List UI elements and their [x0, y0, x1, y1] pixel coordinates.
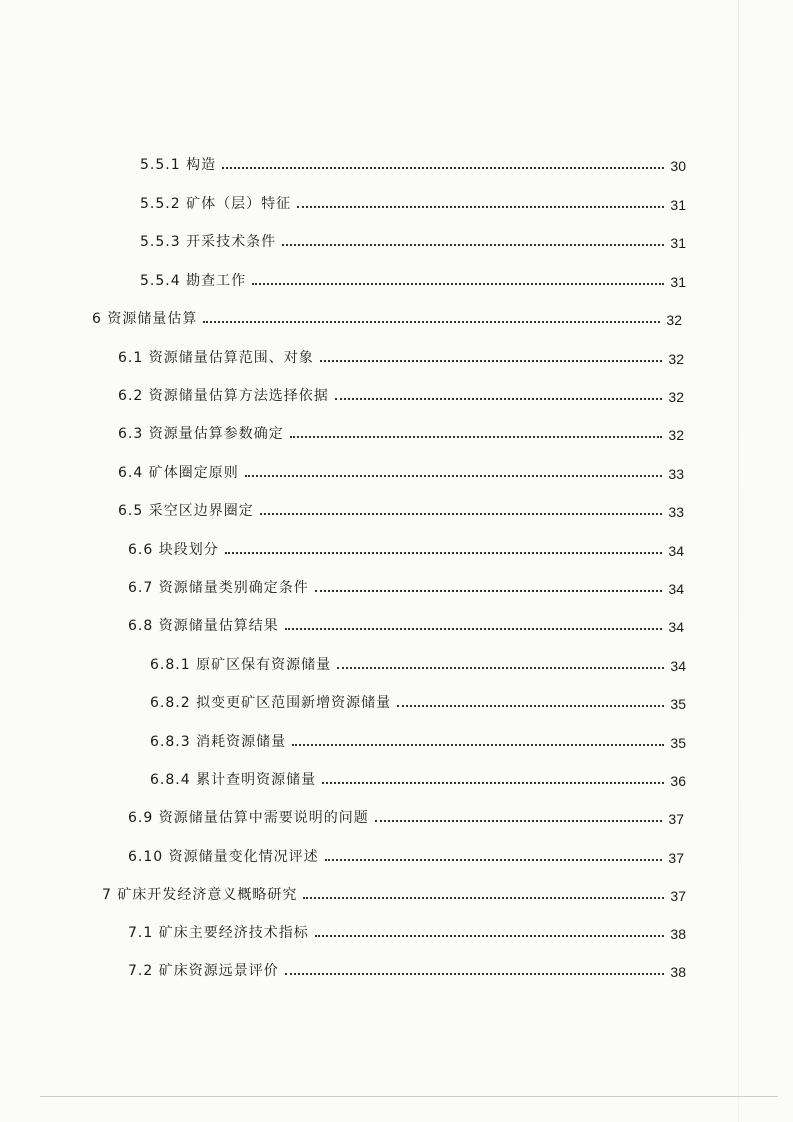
toc-page-number: 37: [670, 888, 686, 904]
toc-page-number: 37: [668, 811, 684, 827]
toc-leader-dots: [337, 667, 664, 669]
toc-entry[interactable]: [92, 304, 682, 328]
toc-leader-dots: [252, 283, 664, 285]
toc-page-number: 38: [670, 926, 686, 942]
toc-entry-label: 6.6 块段划分: [128, 542, 219, 558]
toc-entry[interactable]: [118, 458, 684, 482]
toc-leader-dots: [320, 360, 663, 362]
toc-entry-label: 6.3 资源量估算参数确定: [118, 426, 284, 442]
toc-page-number: 35: [670, 735, 686, 751]
toc-entry[interactable]: [140, 266, 686, 290]
toc-entry[interactable]: [102, 880, 686, 904]
toc-leader-dots: [303, 897, 664, 899]
toc-leader-dots: [203, 321, 660, 323]
toc-entry[interactable]: [128, 803, 684, 827]
toc-page-number: 32: [668, 389, 684, 405]
page-edge-bottom: [40, 1096, 778, 1097]
toc-leader-dots: [245, 475, 663, 477]
toc-page-number: 32: [668, 427, 684, 443]
toc-entry-label: 5.5.2 矿体（层）特征: [140, 196, 292, 212]
toc-entry[interactable]: [128, 573, 684, 597]
toc-entry-label: 5.5.3 开采技术条件: [140, 234, 277, 250]
toc-page-number: 34: [668, 543, 684, 559]
toc-entry-label: 6.8.2 拟变更矿区范围新增资源储量: [150, 695, 392, 711]
toc-leader-dots: [297, 206, 664, 208]
toc-entry[interactable]: [150, 765, 686, 789]
toc-page-number: 37: [668, 850, 684, 866]
toc-page-number: 34: [670, 658, 686, 674]
toc-leader-dots: [290, 436, 663, 438]
toc-leader-dots: [397, 705, 664, 707]
toc-page-number: 34: [668, 619, 684, 635]
toc-entry[interactable]: [140, 227, 686, 251]
toc-entry[interactable]: [118, 419, 684, 443]
toc-leader-dots: [282, 244, 664, 246]
toc-entry-label: 5.5.1 构造: [140, 157, 217, 173]
toc-page-number: 36: [670, 773, 686, 789]
toc-page-number: 31: [670, 197, 686, 213]
toc-entry-label: 6.4 矿体圈定原则: [118, 465, 239, 481]
toc-entry-label: 6.8.3 消耗资源储量: [150, 734, 287, 750]
toc-entry[interactable]: [118, 343, 684, 367]
toc-entry-label: 6.8.4 累计查明资源储量: [150, 772, 317, 788]
toc-entry[interactable]: [150, 688, 686, 712]
toc-entry[interactable]: [150, 727, 686, 751]
toc-page-number: 34: [668, 581, 684, 597]
toc-entry[interactable]: [140, 189, 686, 213]
toc-entry[interactable]: [128, 956, 686, 980]
toc-leader-dots: [292, 744, 664, 746]
toc-page-number: 33: [668, 466, 684, 482]
toc-leader-dots: [315, 935, 665, 937]
toc-entry[interactable]: [128, 535, 684, 559]
toc-page-number: 30: [670, 158, 686, 174]
toc-page-number: 38: [670, 964, 686, 980]
toc-leader-dots: [225, 552, 663, 554]
toc-leader-dots: [285, 973, 665, 975]
toc-leader-dots: [335, 398, 663, 400]
toc-page-number: 31: [670, 274, 686, 290]
toc-entry-label: 7 矿床开发经济意义概略研究: [102, 887, 298, 903]
toc-leader-dots: [285, 628, 663, 630]
toc-entry-label: 6.8.1 原矿区保有资源储量: [150, 657, 332, 673]
toc-entry[interactable]: [128, 918, 686, 942]
toc-entry-label: 6.5 采空区边界圈定: [118, 503, 254, 519]
toc-entry[interactable]: [150, 650, 686, 674]
toc-leader-dots: [260, 513, 663, 515]
toc-page-number: 35: [670, 696, 686, 712]
toc-entry-label: 7.2 矿床资源远景评价: [128, 963, 279, 979]
toc-entry-label: 7.1 矿床主要经济技术指标: [128, 925, 309, 941]
toc-page-number: 31: [670, 235, 686, 251]
toc-entry-label: 5.5.4 勘查工作: [140, 273, 247, 289]
toc-entry-label: 6.8 资源储量估算结果: [128, 618, 279, 634]
toc-entry-label: 6.9 资源储量估算中需要说明的问题: [128, 810, 369, 826]
toc-entry[interactable]: [118, 496, 684, 520]
toc-entry[interactable]: [140, 150, 686, 174]
toc-entry-label: 6.2 资源储量估算方法选择依据: [118, 388, 329, 404]
toc-page-number: 32: [666, 312, 682, 328]
toc-leader-dots: [375, 820, 663, 822]
toc-entry-label: 6 资源储量估算: [92, 311, 198, 327]
toc-leader-dots: [325, 859, 663, 861]
toc-page-number: 32: [668, 351, 684, 367]
toc-entry[interactable]: [128, 842, 684, 866]
toc-entry-label: 6.10 资源储量变化情况评述: [128, 849, 319, 865]
toc-leader-dots: [315, 590, 663, 592]
toc-entry-label: 6.7 资源储量类别确定条件: [128, 580, 309, 596]
toc-leader-dots: [322, 782, 664, 784]
toc-leader-dots: [222, 167, 664, 169]
toc-page-number: 33: [668, 504, 684, 520]
toc-entry-label: 6.1 资源储量估算范围、对象: [118, 350, 314, 366]
toc-entry[interactable]: [118, 381, 684, 405]
toc-entry[interactable]: [128, 611, 684, 635]
